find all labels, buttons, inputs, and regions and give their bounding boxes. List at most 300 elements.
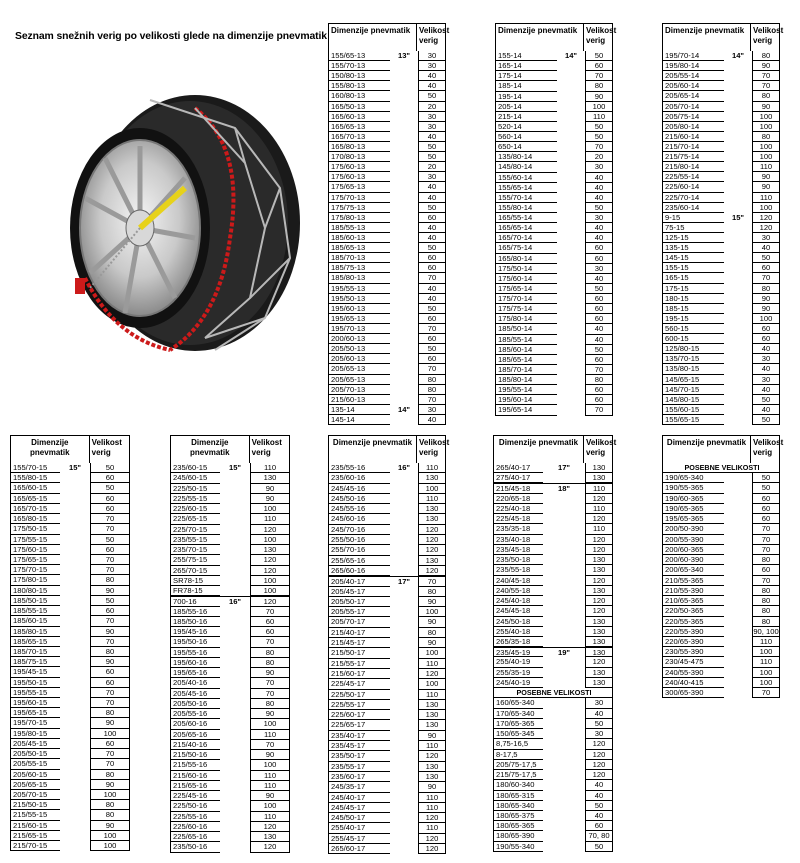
tire-size: 145-15 [662,253,724,263]
chain-size: 40 [585,173,613,183]
table-row [662,71,780,81]
tire-size: 205/60-13 [328,354,390,364]
rim-diameter [557,193,585,203]
tire-size: 175-14 [495,71,557,81]
tire-size: 190/65-340 [662,473,724,483]
tire-size: 255/40-19 [493,657,543,667]
table-row [493,514,613,524]
rim-diameter [390,71,418,81]
size-table-2 [495,23,617,416]
rim-diameter [724,324,752,334]
table-row [662,324,780,334]
chain-size: 80 [90,810,130,820]
table-row [10,729,130,739]
rim-diameter [390,162,418,172]
table-row [662,606,780,616]
chain-size: 130 [585,678,613,688]
chain-size: 90 [90,627,130,637]
rim-diameter [220,842,250,852]
table-row [662,555,780,565]
table-row [328,741,446,751]
table-row [495,81,613,91]
chain-size: 60 [585,355,613,365]
tire-size: 135-14 [328,405,390,415]
rim-diameter [220,566,250,576]
table-row [10,718,130,728]
rim-diameter [60,708,90,718]
rim-diameter [543,494,585,504]
rim-diameter [557,152,585,162]
table-row [493,678,613,688]
table-row [493,780,613,790]
rim-diameter [543,637,585,647]
rim-diameter [724,514,752,524]
size-table-4 [10,435,130,851]
rim-diameter [543,709,585,719]
chain-size: 130 [585,565,613,575]
rim-diameter [390,182,418,192]
table-row [495,274,613,284]
rim-diameter [60,821,90,831]
chain-size: 60 [585,294,613,304]
chain-size: 60 [752,324,780,334]
chain-size: 80 [752,51,780,61]
header-chain-size: Velikost verig [251,438,282,457]
rim-diameter [390,484,418,494]
table-row [495,112,613,122]
rim-diameter: 14" [731,51,745,60]
rim-diameter [60,637,90,647]
chain-size: 130 [418,700,446,710]
tire-size: 155/70-15 [10,463,60,473]
chain-size: 40 [418,132,446,142]
tire-size: 175-15 [662,284,724,294]
tire-size: 185/70-14 [495,365,557,375]
chain-size: 130 [585,668,613,678]
tire-size: 215/55-15 [10,810,60,820]
table-row [170,484,290,494]
chain-size: 120 [585,606,613,616]
chain-size: 20 [585,152,613,162]
tire-size: 220/55-365 [662,617,724,627]
table-row [328,182,446,192]
rim-diameter [390,334,418,344]
tire-size: 245/50-16 [328,494,390,504]
chain-size: 70 [752,81,780,91]
tire-size: 220/55-390 [662,627,724,637]
rim-diameter [543,514,585,524]
rim-diameter [543,739,585,749]
tire-size: 215/60-16 [170,771,220,781]
chain-size: 100 [250,535,290,545]
table-row [662,596,780,606]
chain-size: 30 [418,61,446,71]
tire-size: 165/65-14 [495,223,557,233]
size-table-5 [170,435,290,853]
chain-size: 130 [418,772,446,782]
header-dimensions: Dimenzije pnevmatik [329,436,417,463]
tire-size: 265/60-16 [328,566,390,576]
chain-size: 130 [585,463,613,473]
table-row [328,566,446,576]
table-row [10,688,130,698]
table-row [170,566,290,576]
table-row [328,494,446,504]
table-row [10,514,130,524]
rim-diameter: 17" [557,463,571,472]
table-row [328,731,446,741]
table-row [170,750,290,760]
chain-size: 70 [418,364,446,374]
table-row [10,463,130,473]
rim-diameter [557,61,585,71]
table-row [662,263,780,273]
table-row [662,162,780,172]
table-row [662,415,780,425]
tire-size: 225/65-15 [170,514,220,524]
table-row [10,473,130,483]
rim-diameter [390,504,418,514]
table-row [495,243,613,253]
rim-diameter [60,504,90,514]
rim-diameter [60,841,90,851]
chain-size: 80 [418,385,446,395]
rim-diameter [724,504,752,514]
chain-size: 60 [90,678,130,688]
tire-size: 195/65-365 [662,514,724,524]
tire-size: 205/70-13 [328,385,390,395]
chain-size: 30 [752,233,780,243]
chain-size: 70 [752,535,780,545]
table-row [495,142,613,152]
table-row [170,812,290,822]
table-row [662,617,780,627]
rim-diameter [390,142,418,152]
table-row [328,628,446,638]
rim-diameter [60,790,90,800]
chain-size: 50 [585,345,613,355]
chain-size: 80 [90,708,130,718]
rim-diameter [60,647,90,657]
table-row [10,831,130,841]
chain-size: 50 [585,801,613,811]
tire-size: 205/50-17 [328,597,390,607]
tire-size: 185/65-14 [495,355,557,365]
tire-size: 145/70-15 [662,385,724,395]
rim-diameter [543,617,585,627]
rim-diameter [724,354,752,364]
size-table-6 [328,435,450,854]
tire-size: 215/45-17 [328,638,390,648]
table-row [662,233,780,243]
table-row [662,203,780,213]
table-row [495,365,613,375]
table-row [662,524,780,534]
table-row [493,709,613,719]
chain-size: 80 [250,648,290,658]
rim-diameter [60,698,90,708]
chain-size: 30 [418,172,446,182]
table-row [170,637,290,647]
rim-diameter [543,729,585,739]
table-row [495,71,613,81]
rim-diameter [557,243,585,253]
chain-size: 50 [585,51,613,61]
table-row [493,842,613,852]
chain-size: 30 [585,162,613,172]
tire-size: 245/45-16 [328,484,390,494]
table-row [10,749,130,759]
rim-diameter [220,658,250,668]
chain-size: 50 [418,91,446,101]
table-row [328,607,446,617]
tire-size: 215/50-15 [10,800,60,810]
chain-size: 70 [585,365,613,375]
chain-size: 90 [250,484,290,494]
tire-size: 560-14 [495,132,557,142]
rim-diameter [390,607,418,617]
tire-size: 175/65-13 [328,182,390,192]
table-row [495,152,613,162]
rim-diameter [557,112,585,122]
rim-diameter [543,545,585,555]
chain-size: 100 [90,790,130,800]
chain-size: 110 [418,793,446,803]
table-row [328,223,446,233]
rim-diameter [557,284,585,294]
rim-diameter [390,344,418,354]
rim-diameter [220,771,250,781]
tire-size: 245/60-16 [328,514,390,524]
chain-size: 110 [585,112,613,122]
tire-size: 185/60-13 [328,233,390,243]
chain-size: 70 [250,689,290,699]
chain-size: 50 [585,284,613,294]
rim-diameter [724,535,752,545]
chain-size: 60 [90,494,130,504]
table-row [328,690,446,700]
chain-size: 100 [752,203,780,213]
rim-diameter [390,834,418,844]
tire-size: 265/60-17 [328,844,390,854]
chain-size: 50 [90,535,130,545]
tire-size: 180/65-375 [493,811,543,821]
chain-size: 120 [250,842,290,852]
table-row [10,586,130,596]
tire-size: 175/55-15 [10,535,60,545]
table-row [10,667,130,677]
table-row [328,71,446,81]
table-row [10,637,130,647]
chain-size: 120 [250,596,290,606]
rim-diameter [557,162,585,172]
chain-size: 90 [418,617,446,627]
table-row [662,91,780,101]
chain-size: 130 [250,545,290,555]
chain-size: 120 [418,751,446,761]
tire-size: 205/60-15 [10,770,60,780]
rim-diameter [390,102,418,112]
tire-size: 195/65-14 [495,405,557,415]
tire-size: 195/80-14 [662,61,724,71]
rim-diameter [60,770,90,780]
table-row [10,535,130,545]
chain-size: 100 [250,586,290,596]
header-chain-size: Velikost verig [586,26,617,45]
chain-size: 50 [752,483,780,493]
rim-diameter [390,132,418,142]
chain-size: 90 [250,750,290,760]
chain-size: 110 [585,483,613,493]
rim-diameter [390,772,418,782]
rim-diameter [390,415,418,425]
chain-size: 70, 80 [585,831,613,841]
tire-size: 195-14 [495,92,557,102]
table-row [170,607,290,617]
tire-size: 180/65-390 [493,831,543,841]
tire-size: 155/65-14 [495,183,557,193]
rim-diameter [220,812,250,822]
chain-size: 60 [585,243,613,253]
rim-diameter [724,294,752,304]
chain-size: 100 [90,729,130,739]
rim-diameter [724,81,752,91]
chain-size: 70 [585,71,613,81]
table-row [170,535,290,545]
tire-size: 185/80-13 [328,273,390,283]
tire-size: 600-15 [662,334,724,344]
rim-diameter [390,690,418,700]
chain-size: 110 [250,812,290,822]
table-row [495,304,613,314]
table-row [493,668,613,678]
rim-diameter [390,762,418,772]
tire-size: 300/65-390 [662,688,724,698]
rim-diameter: 16" [220,596,250,606]
tire-size: 245/45-18 [493,606,543,616]
rim-diameter [724,334,752,344]
table-row [493,504,613,514]
chain-size: 40 [585,709,613,719]
tire-size: 220/65-18 [493,494,543,504]
chain-size: 80 [418,375,446,385]
rim-diameter [220,545,250,555]
chain-size: 90 [418,597,446,607]
tire-size: 205/70-15 [10,790,60,800]
chain-size: 110 [752,193,780,203]
table-row [170,494,290,504]
chain-size: 80 [585,81,613,91]
rim-diameter [557,173,585,183]
rim-diameter [390,273,418,283]
rim-diameter [390,648,418,658]
table-row [328,122,446,132]
rim-diameter [60,759,90,769]
table-row [170,832,290,842]
chain-size: 90 [90,821,130,831]
rim-diameter: 15" [68,463,82,472]
chain-size: 40 [585,233,613,243]
chain-size: 80 [90,770,130,780]
table-row [495,61,613,71]
chain-size: 40 [585,324,613,334]
table-row [493,729,613,739]
rim-diameter [543,719,585,729]
table-row [328,112,446,122]
header-chain-size: Velikost verig [586,438,617,457]
tire-size: 235/60-16 [328,473,390,483]
tire-size: 225/60-15 [170,504,220,514]
chain-size: 60 [752,334,780,344]
tire-size: 205/60-16 [170,719,220,729]
rim-diameter [390,669,418,679]
rim-diameter [724,385,752,395]
rim-diameter [724,273,752,283]
table-row [328,354,446,364]
table-row [170,719,290,729]
rim-diameter [390,385,418,395]
rim-diameter [60,494,90,504]
table-row [328,751,446,761]
chain-size: 30 [418,122,446,132]
rim-diameter [60,831,90,841]
table-row [170,689,290,699]
chain-size: 130 [585,647,613,657]
rim-diameter [220,668,250,678]
tire-size: 185/70-13 [328,253,390,263]
tire-size: 215/70-14 [662,142,724,152]
table-row [662,273,780,283]
tire-size: 215/80-14 [662,162,724,172]
chain-size: 100 [752,142,780,152]
rim-diameter [390,782,418,792]
tire-size: 175/70-14 [495,294,557,304]
tire-size: 205/65-13 [328,375,390,385]
rim-diameter: 14" [564,51,578,60]
table-row [662,193,780,203]
table-header [328,23,450,51]
size-table-8 [662,435,784,698]
rim-diameter [220,699,250,709]
rim-diameter: 16" [397,463,411,472]
table-row [495,162,613,172]
tire-size: 195/55-15 [10,688,60,698]
chain-size: 70 [418,576,446,586]
tire-size: 225/55-16 [170,812,220,822]
table-row [493,576,613,586]
tire-size: 185/65-13 [328,243,390,253]
tire-size: 195/50-16 [170,637,220,647]
chain-size: 120 [585,576,613,586]
tire-size: 160/80-13 [328,91,390,101]
table-row [328,233,446,243]
chain-size: 90 [250,494,290,504]
tire-size: 205-14 [495,102,557,112]
chain-size: 70 [418,395,446,405]
table-row [662,314,780,324]
chain-size: 100 [90,831,130,841]
tire-size: 225/50-17 [328,690,390,700]
rim-diameter [724,162,752,172]
tire-size: 205/50-13 [328,344,390,354]
rim-diameter [390,823,418,833]
chain-size: 30 [752,354,780,364]
table-row [10,596,130,606]
rim-diameter [543,801,585,811]
chain-size: 60 [418,314,446,324]
tire-size: 225/55-15 [170,494,220,504]
rim-diameter [557,254,585,264]
